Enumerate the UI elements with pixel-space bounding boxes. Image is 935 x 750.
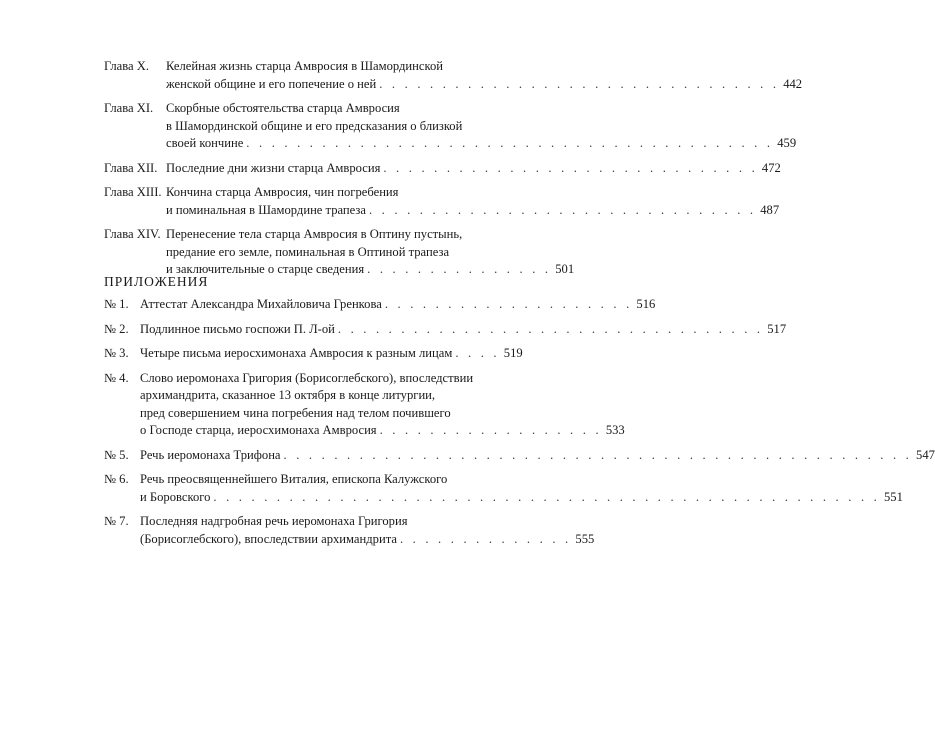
toc-entry-appendix-5[interactable] bbox=[104, 447, 935, 465]
entry-line: пред совершением чина погребения над телом почившего bbox=[140, 405, 451, 420]
appendix-heading: ПРИЛОЖЕНИЯ bbox=[104, 274, 209, 289]
entry-line: Аттестат Александра Михайловича Гренкова bbox=[140, 297, 382, 311]
entry-label: № 4. bbox=[104, 370, 129, 385]
entry-text bbox=[140, 345, 523, 363]
toc-entry-chapter-12[interactable] bbox=[104, 160, 781, 178]
page-number: 555 bbox=[575, 531, 595, 546]
leader-dots: . . . . . . . . . . . . . . . . . . . . . . . . . . . . . . . . . . . . . . . . . . . . . . . . . . bbox=[283, 447, 913, 462]
entry-line: Речь преосвященнейшего Виталия, епископа Калужского bbox=[140, 472, 448, 486]
leader-dots: . . . . . . . . . . . . . . . . . . . . . . . . . . . . . . . . . . . . . . . . . . bbox=[246, 136, 774, 150]
entry-text bbox=[166, 100, 797, 153]
entry-line: Келейная жизнь старца Амвросия в Шамординской bbox=[166, 59, 444, 73]
entry-line: и заключительные о старце сведения bbox=[166, 262, 365, 276]
entry-label: Глава XII. bbox=[104, 160, 158, 175]
entry-label: Глава X. bbox=[104, 59, 149, 73]
page-number: 516 bbox=[636, 297, 656, 311]
entry-label: № 6. bbox=[104, 472, 129, 486]
entry-label: Глава XIII. bbox=[104, 185, 162, 199]
toc-entry-appendix-4[interactable] bbox=[104, 370, 625, 440]
entry-text bbox=[166, 184, 780, 219]
entry-label: № 3. bbox=[104, 346, 129, 360]
toc-entry-appendix-6[interactable] bbox=[104, 471, 903, 506]
entry-text bbox=[140, 471, 903, 506]
entry-text bbox=[166, 160, 781, 178]
entry-line: предание его земле, поминальная в Оптиной трапеза bbox=[166, 244, 450, 259]
toc-entry-chapter-10[interactable] bbox=[104, 58, 803, 93]
toc-entry-chapter-11[interactable] bbox=[104, 100, 797, 153]
entry-line: архимандрита, сказанное 13 октября в конце литургии, bbox=[140, 388, 436, 402]
entry-line: и Боровского bbox=[140, 489, 211, 504]
leader-dots: . . . . . . . . . . . . . . . . . . . . . . . . . . . . . . . . bbox=[379, 76, 780, 91]
entry-line: (Борисоглебского), впоследствии архимандрита bbox=[140, 531, 397, 546]
toc-entry-chapter-13[interactable] bbox=[104, 184, 780, 219]
entry-line: в Шамординской общине и его предсказания о близкой bbox=[166, 118, 463, 133]
page-number: 551 bbox=[884, 489, 903, 504]
entry-line: Последние дни жизни старца Амвросия bbox=[166, 160, 381, 175]
leader-dots: . . . . . . . . . . . . . . . bbox=[367, 262, 552, 276]
leader-dots: . . . . . . . . . . . . . . . . . . . . . . . . . . . . . . . . . . . . . . . . . . . . . . . . . . . . . bbox=[213, 489, 880, 504]
toc-entry-appendix-2[interactable] bbox=[104, 321, 787, 339]
page-number: 547 bbox=[916, 447, 935, 462]
entry-text bbox=[166, 58, 803, 93]
toc-entry-appendix-1[interactable] bbox=[104, 296, 656, 314]
appendix-list bbox=[104, 296, 935, 555]
leader-dots: . . . . bbox=[455, 346, 500, 360]
entry-label: № 7. bbox=[104, 514, 129, 528]
entry-line: Перенесение тела старца Амвросия в Оптину пустынь, bbox=[166, 227, 463, 241]
entry-line: о Господе старца, иеросхимонаха Амвросия bbox=[140, 423, 377, 437]
chapter-list bbox=[104, 58, 803, 286]
leader-dots: . . . . . . . . . . . . . . bbox=[399, 531, 572, 546]
entry-line: своей кончине bbox=[166, 136, 244, 150]
page-number: 533 bbox=[605, 423, 625, 437]
leader-dots: . . . . . . . . . . . . . . . . . . . . . . . . . . . . . . . . . . bbox=[337, 321, 764, 336]
toc-entry-chapter-14[interactable] bbox=[104, 226, 575, 279]
entry-text bbox=[140, 447, 935, 465]
toc-entry-appendix-7[interactable] bbox=[104, 513, 595, 548]
toc-entry-appendix-3[interactable] bbox=[104, 345, 523, 363]
entry-label: Глава XI. bbox=[104, 101, 154, 115]
entry-line: Скорбные обстоятельства старца Амвросия bbox=[166, 101, 400, 115]
page-number: 519 bbox=[503, 346, 523, 360]
entry-text bbox=[140, 321, 787, 339]
entry-text bbox=[140, 296, 656, 314]
leader-dots: . . . . . . . . . . . . . . . . . . . . bbox=[384, 297, 633, 311]
page-number: 459 bbox=[777, 136, 797, 150]
entry-line: женской общине и его попечение о ней bbox=[166, 76, 377, 91]
entry-line: Четыре письма иеросхимонаха Амвросия к разным лицам bbox=[140, 346, 453, 360]
entry-label: № 2. bbox=[104, 321, 129, 336]
entry-text bbox=[140, 513, 595, 548]
entry-line: Кончина старца Амвросия, чин погребения bbox=[166, 185, 399, 199]
page-number: 517 bbox=[767, 321, 787, 336]
page-number: 472 bbox=[761, 160, 781, 175]
entry-line: Слово иеромонаха Григория (Борисоглебского), впоследствии bbox=[140, 370, 474, 385]
leader-dots: . . . . . . . . . . . . . . . . . . . . . . . . . . . . . . bbox=[383, 160, 758, 175]
entry-line: Подлинное письмо госпожи П. Л-ой bbox=[140, 321, 335, 336]
entry-label: Глава XIV. bbox=[104, 227, 161, 241]
entry-label: № 5. bbox=[104, 447, 129, 462]
entry-line: Речь иеромонаха Трифона bbox=[140, 447, 281, 462]
page-number: 442 bbox=[783, 76, 803, 91]
page-number: 487 bbox=[760, 202, 780, 217]
entry-text bbox=[140, 370, 625, 440]
leader-dots: . . . . . . . . . . . . . . . . . . bbox=[379, 423, 602, 437]
entry-label: № 1. bbox=[104, 297, 129, 311]
entry-text bbox=[166, 226, 575, 279]
entry-line: и поминальная в Шамордине трапеза bbox=[166, 202, 366, 217]
page-number: 501 bbox=[555, 262, 575, 276]
leader-dots: . . . . . . . . . . . . . . . . . . . . . . . . . . . . . . . bbox=[368, 202, 757, 217]
entry-line: Последняя надгробная речь иеромонаха Григория bbox=[140, 514, 408, 528]
